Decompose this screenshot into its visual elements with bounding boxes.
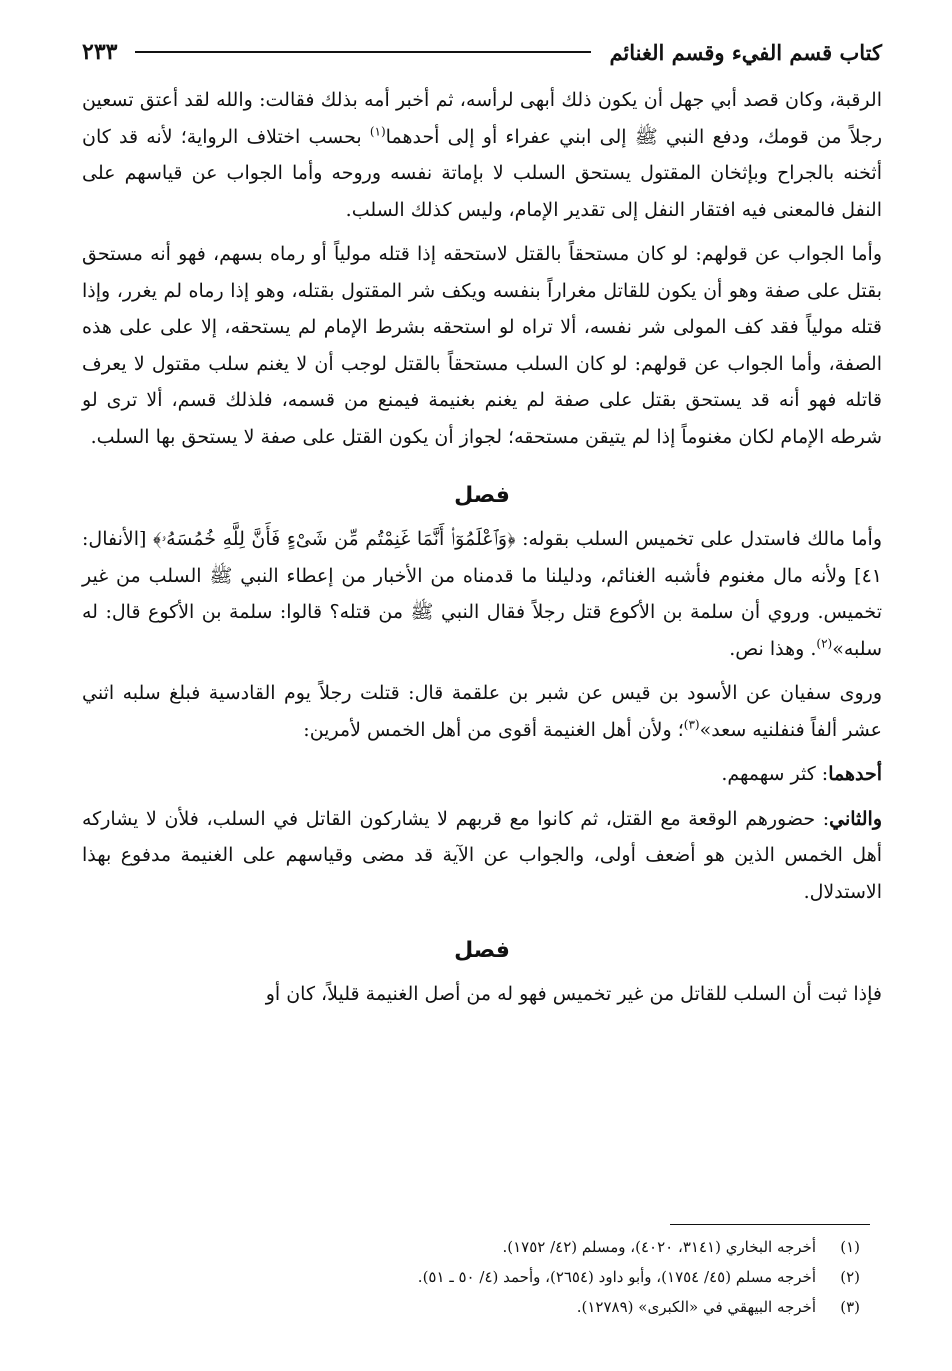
footnote-2 xyxy=(80,1262,860,1292)
footnote-separator xyxy=(670,1224,870,1225)
paragraph-7: فإذا ثبت أن السلب للقاتل من غير تخميس فهو له من أصل الغنيمة قليلاً، كان أو xyxy=(265,983,882,1005)
header-rule xyxy=(135,51,591,53)
paragraph-3 xyxy=(82,521,882,667)
footnote-number: (١) xyxy=(840,1238,860,1256)
paragraph-1 xyxy=(82,82,882,228)
book-page xyxy=(82,30,882,1013)
paragraph-1-text-a: الرقبة، وكان قصد أبي جهل أن يكون ذلك أبهى لرأسه، ثم أخبر أمه بذلك فقالت: والله لقد أعتق تسعين رجلاً من قومك، ودفع النبي ﷺ إلى ابني عفراء أو إلى أحدهما xyxy=(82,89,882,148)
paragraph-4 xyxy=(82,675,882,748)
paragraph-3-text-a: وأما مالك فاستدل على تخميس السلب بقوله: ﴿وَٱعْلَمُوٓا۟ أَنَّمَا غَنِمْتُم مِّن شَىْءٍ فَأَنَّ لِلَّهِ خُمُسَهُۥ﴾ [الأنفال: ٤١] ولأنه مال مغنوم فأشبه الغنائم، ودليلنا ما قدمناه من الأخبار من إعطاء النبي ﷺ السلب من غير تخميس. وروي أن سلمة بن الأكوع قتل رجلاً فقال النبي ﷺ من قتله؟ قالوا: سلمة بن الأكوع قال: له سلبه» xyxy=(82,528,882,660)
paragraph-4-text-b: ؛ ولأن أهل الغنيمة أقوى من أهل الخمس لأمرين: xyxy=(303,718,684,741)
running-header xyxy=(82,30,882,74)
first-reason-text: : كثر سهمهم. xyxy=(721,763,829,785)
paragraph-5 xyxy=(82,756,882,793)
paragraph-2: وأما الجواب عن قولهم: لو كان مستحقاً بالقتل لاستحقه إذا قتله مولياً أو رماه بسهم، فهو أنه مستحق بقتل على صفة وهو أن يكون للقاتل مغراراً بنفسه ويكف شر المقتول بقتله، وهو إذا رماه لم يغرر، وإذا قتله مولياً فقد كف المولى شر نفسه، ألا تراه لو استحقه بشرط الإمام لم يستحقه، إلا على على هذه الصفة، وأما الجواب عن قولهم: لو كان السلب مستحقاً بالقتل لوجب أن لا يغنم سلب مقتول لا يعرف قاتله فهو أنه قد يستحق بقتل على صفة لم يغنم بغنيمة فيمنع من قسمه، فلذلك قسم، ألا ترى لو شرطه الإمام لكان مغنوماً إذا لم يتيقن مستحقه؛ لجواز أن يكون القتل على صفة لا يستحق بها السلب. xyxy=(82,243,882,448)
footnote-1 xyxy=(80,1232,860,1262)
footnote-number: (٢) xyxy=(840,1268,860,1286)
footnote-3 xyxy=(80,1292,860,1322)
section-heading-2: فصل xyxy=(454,938,510,963)
paragraph-4-text-a: وروى سفيان عن الأسود بن قيس عن شبر بن علقمة قال: قتلت رجلاً يوم القادسية فبلغ سلبه اثني عشر ألفاً فنفلنيه سعد» xyxy=(82,682,882,741)
first-reason-label: أحدهما xyxy=(828,763,882,785)
second-reason-label: والثاني xyxy=(829,807,882,830)
second-reason-text: : حضورهم الوقعة مع القتل، ثم كانوا مع قربهم لا يشاركون القاتل في السلب، فلأن لا يشاركه أهل الخمس الذين هو أضعف أولى، والجواب عن الآية قد مضى وقياسهم على الغنيمة مدفوع بهذا الاستدلال. xyxy=(82,807,882,903)
footnote-text: أخرجه البيهقي في «الكبرى» (١٢٧٨٩). xyxy=(576,1298,816,1316)
chapter-title: كتاب قسم الفيء وقسم الغنائم xyxy=(609,39,882,65)
paragraph-1-text-b: بحسب اختلاف الرواية؛ لأنه قد كان أثخنه بالجراح وبإثخان المقتول يستحق السلب لا بإماتة نفسه وروحه وأما الجواب عن قياسهم على النفل فالمعنى فيه افتقار النفل إلى تقدير الإمام، وليس كذلك السلب. xyxy=(82,125,882,221)
section-heading-1: فصل xyxy=(454,483,510,508)
footnote-text: أخرجه البخاري (٣١٤١، ٤٠٢٠)، ومسلم (٤٢/ ١٧٥٢). xyxy=(502,1238,816,1256)
footnote-number: (٣) xyxy=(840,1298,860,1316)
footnote-ref-2[interactable]: (٢) xyxy=(816,636,833,651)
footnotes xyxy=(80,1232,860,1322)
paragraph-3-text-b: . وهذا نص. xyxy=(729,637,817,660)
footnote-text: أخرجه مسلم (٤٥/ ١٧٥٤)، وأبو داود (٢٦٥٤)، وأحمد (٤/ ٥٠ ـ ٥١). xyxy=(417,1268,816,1286)
footnote-ref-3[interactable]: (٣) xyxy=(683,717,700,732)
footnote-ref-1[interactable]: (١) xyxy=(369,124,386,139)
paragraph-6 xyxy=(82,801,882,911)
page-number: ٢٣٣ xyxy=(82,39,118,65)
